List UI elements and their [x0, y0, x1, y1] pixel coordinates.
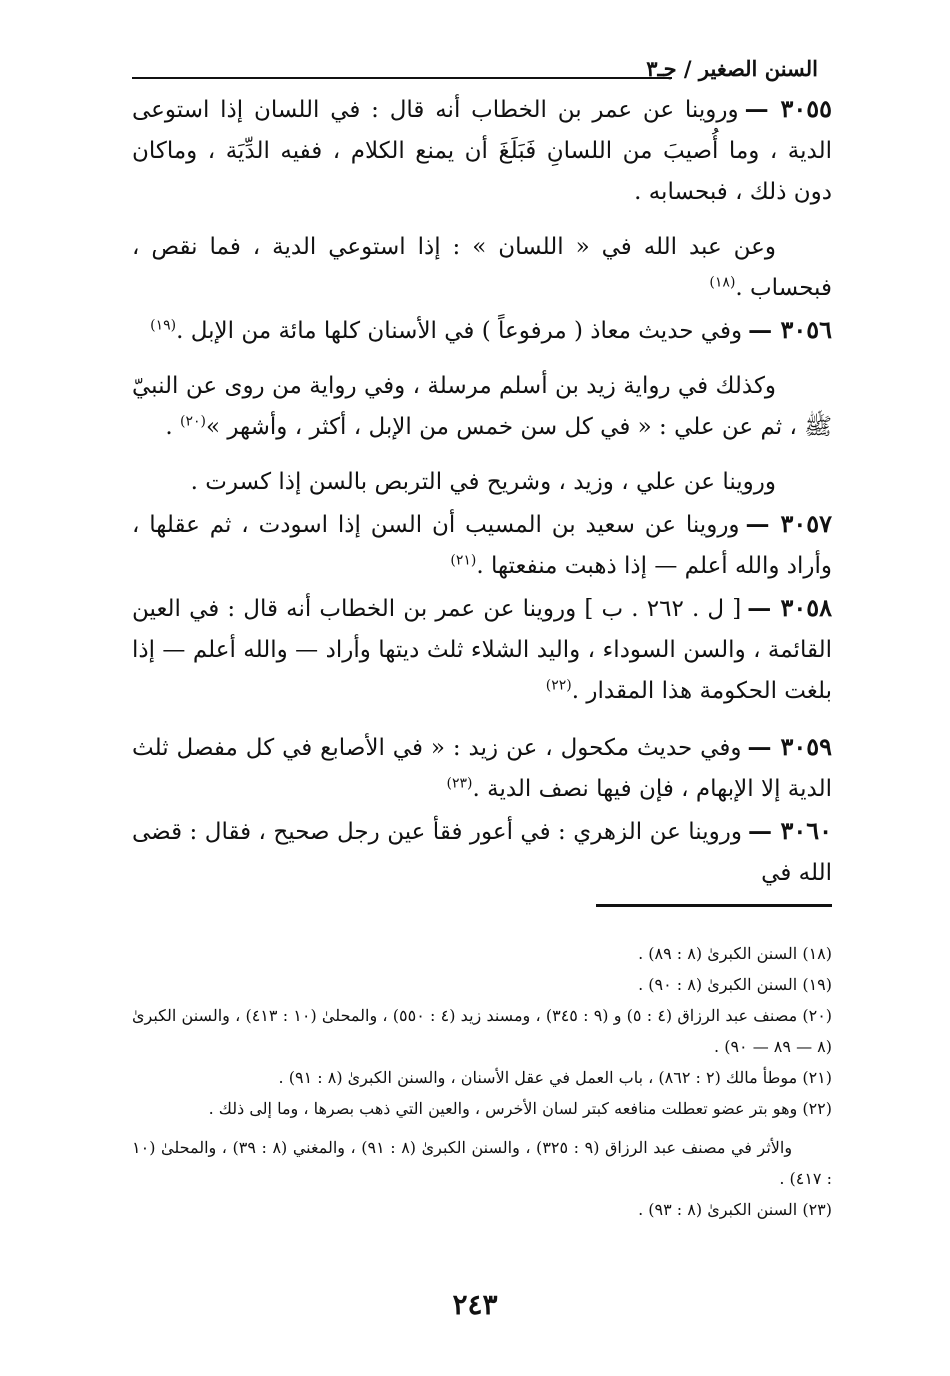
footnote-ref-23: (٢٣): [446, 775, 473, 792]
paragraph-3056: [132, 309, 832, 352]
paragraph-text: وكذلك في رواية زيد بن أسلم مرسلة ، وفي رواية من روى عن النبيّ ﷺ ، ثم عن علي : « في كل سن خمس من الإبل ، أكثر ، وأشهر »: [132, 373, 832, 440]
hadith-number: ٣٠٥٥ —: [744, 94, 833, 123]
footnote-18: (١٨) السنن الكبرىٰ (٨ : ٨٩) .: [638, 944, 832, 963]
header-title: السنن الصغير / جـ٣: [646, 56, 818, 81]
paragraph-text: وروينا عن عمر بن الخطاب أنه قال : في اللسان إذا استوعى الدية ، وما أُصيبَ من اللسانِ فَبَلَغَ أن يمنع الكلام ، ففيه الدِّيَة ، وماكان دون ذلك ، فبحسابه .: [132, 97, 832, 205]
main-text: [132, 88, 832, 894]
paragraph-3057: [132, 503, 832, 587]
paragraph-text: وعن عبد الله في « اللسان » : إذا استوعي الدية ، فما نقص ، فبحساب .: [132, 234, 832, 301]
paragraph-ali-zayd-shurayh: [132, 462, 832, 503]
paragraph-text: [ ل . ٢٦٢ . ب ] وروينا عن عمر بن الخطاب أنه قال : في العين القائمة ، والسن السوداء ، واليد الشلاء ثلث ديتها وأراد — والله أعلم — إذا بلغت الحكومة هذا المقدار .: [132, 596, 832, 704]
paragraph-3059: [132, 726, 832, 810]
footnote-ref-21: (٢١): [450, 552, 477, 569]
paragraph-text: وروينا عن سعيد بن المسيب أن السن إذا اسودت ، ثم عقلها ، وأراد والله أعلم — إذا ذهبت منفعتها .: [132, 512, 832, 579]
paragraph-zayd-narration: [132, 366, 832, 448]
hadith-number: ٣٠٦٠ —: [747, 816, 832, 845]
footnote-ref-20: (٢٠): [179, 413, 206, 430]
page-number: ٢٤٣: [452, 1288, 498, 1321]
footnote-19: (١٩) السنن الكبرىٰ (٨ : ٩٠) .: [638, 975, 832, 994]
footnote-21: (٢١) موطأ مالك (٢ : ٨٦٢) ، باب العمل في عقل الأسنان ، والسنن الكبرىٰ (٨ : ٩١) .: [278, 1068, 832, 1087]
paragraph-text: وروينا عن الزهري : في أعور فقأ عين رجل صحيح ، فقال : قضى الله في: [132, 819, 832, 886]
footnote-22: (٢٢) وهو بتر عضو تعطلت منافعه كبتر لسان الأخرس ، والعين التي ذهب بصرها ، وما إلى ذلك .: [208, 1099, 832, 1118]
paragraph-3055: [132, 88, 832, 213]
footnote-ref-18: (١٨): [709, 274, 736, 291]
footnote-23: (٢٣) السنن الكبرىٰ (٨ : ٩٣) .: [638, 1200, 832, 1219]
footnote-separator: [596, 904, 832, 907]
hadith-number: ٣٠٥٧ —: [745, 509, 832, 538]
header-rule: [132, 77, 672, 79]
paragraph-abdullah-tongue: [132, 227, 832, 309]
footnote-20: (٢٠) مصنف عبد الرزاق (٤ : ٥) و (٩ : ٣٤٥) ، ومسند زيد (٤ : ٥٥٠) ، والمحلىٰ (١٠ : ٤١٣) ، والسنن الكبرىٰ (٨ — ٨٩ — ٩٠) .: [132, 1006, 833, 1056]
footnote-22-continuation: والأثر في مصنف عبد الرزاق (٩ : ٣٢٥) ، والسنن الكبرىٰ (٨ : ٩١) ، والمغني (٨ : ٣٩) ، والمحلىٰ (١٠ : ٤١٧) .: [132, 1138, 832, 1188]
hadith-number: ٣٠٥٦ —: [748, 315, 832, 344]
paragraph-text: وفي حديث معاذ ( مرفوعاً ) في الأسنان كلها مائة من الإبل .: [176, 318, 743, 344]
hadith-number: ٣٠٥٩ —: [747, 732, 832, 761]
running-header: [132, 56, 818, 86]
paragraph-text: وفي حديث مكحول ، عن زيد : « في الأصابع في كل مفصل ثلث الدية إلا الإبهام ، فإن فيها نصف الدية .: [132, 735, 832, 802]
footnote-ref-22: (٢٢): [545, 677, 572, 694]
footnotes: [132, 938, 832, 1225]
hadith-number: ٣٠٥٨ —: [747, 593, 832, 622]
paragraph-text: وروينا عن علي ، وزيد ، وشريح في التربص بالسن إذا كسرت .: [190, 469, 776, 495]
paragraph-tail: .: [165, 414, 180, 440]
footnote-ref-19: (١٩): [150, 317, 177, 334]
paragraph-3058: [132, 587, 832, 712]
paragraph-3060: [132, 810, 832, 894]
